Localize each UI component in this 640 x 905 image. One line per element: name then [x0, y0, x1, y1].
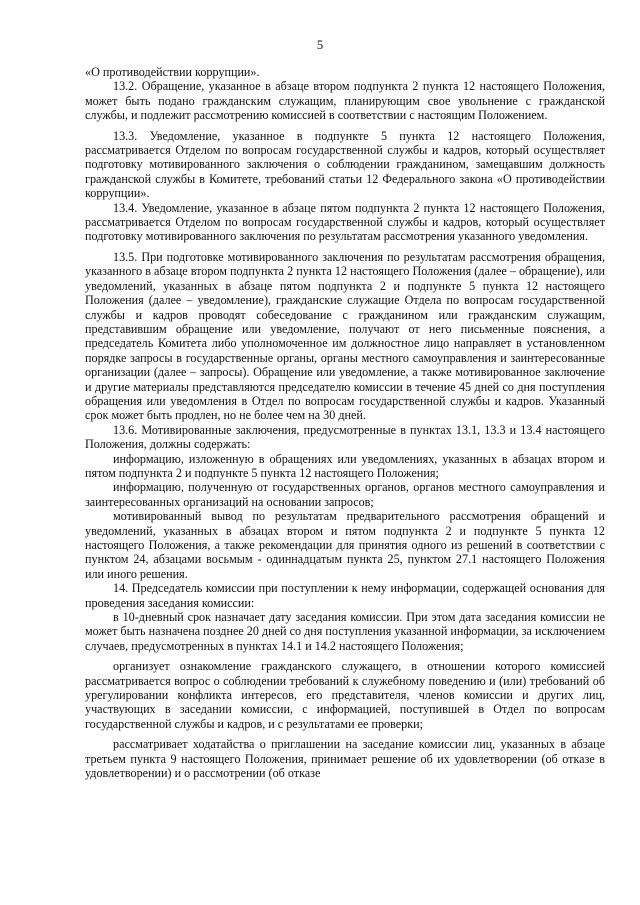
- paragraph-13-3: 13.3. Уведомление, указанное в подпункте 5 пункта 12 настоящего Положения, рассматривается Отделом по вопросам государственной службы и кадров, который осуществляет подготовку мотивированного заключения о соблюдении гражданином, замещавшим должность гражданской службы в Комитете, требований статьи 12 Федерального закона «О противодействии коррупции».: [85, 128, 605, 201]
- document-body: [85, 65, 605, 781]
- paragraph-14: 14. Председатель комиссии при поступлении к нему информации, содержащей основания для проведения заседания комиссии:: [85, 581, 605, 610]
- paragraph-14-item-2: организует ознакомление гражданского служащего, в отношении которого комиссией рассматривается вопрос о соблюдении требований к служебному поведению и (или) требований об урегулировании конфликта интересов, его представителя, членов комиссии и других лиц, участвующих в заседании комиссии, с информацией, поступившей в Отдел по вопросам государственной службы и кадров, и с результатами ее проверки;: [85, 659, 605, 731]
- paragraph-14-item-1: в 10-дневный срок назначает дату заседания комиссии. При этом дата заседания комиссии не может быть назначена позднее 20 дней со дня поступления указанной информации, за исключением случаев, предусмотренных в пунктах 14.1 и 14.2 настоящего Положения;: [85, 610, 605, 653]
- paragraph-13-2: 13.2. Обращение, указанное в абзаце втором подпункта 2 пункта 12 настоящего Положения, может быть подано гражданским служащим, планирующим свое увольнение с гражданской службы, и подлежит рассмотрению комиссией в соответствии с настоящим Положением.: [85, 79, 605, 123]
- paragraph-14-item-3: рассматривает ходатайства о приглашении на заседание комиссии лиц, указанных в абзаце третьем пункта 9 настоящего Положения, принимает решение об их удовлетворении (об отказе в удовлетворении) и о рассмотрении (об отказе: [85, 737, 605, 781]
- page-number: 5: [316, 38, 324, 52]
- paragraph-13-5: 13.5. При подготовке мотивированного заключения по результатам рассмотрения обращения, указанного в абзаце втором подпункта 2 пункта 12 настоящего Положения (далее – обращение), или уведомлений, указанных в абзаце пятом подпункта 2 и подпункте 5 пункта 12 настоящего Положения (далее – уведомление), гражданские служащие Отдела по вопросам государственной службы и кадров проводят собеседование с гражданином или гражданским служащим, представившим обращение или уведомление, получают от него письменные пояснения, а председатель Комитета либо уполномоченное им должностное лицо направляет в установленном порядке запросы в государственные органы, органы местного самоуправления и заинтересованные организации (далее – запросы). Обращение или уведомление, а также мотивированное заключение и другие материалы представляются председателю комиссии в течение 45 дней со дня поступления обращения или уведомления в Отдел по вопросам государственной службы и кадров. Указанный срок может быть продлен, но не более чем на 30 дней.: [85, 249, 605, 423]
- paragraph-law-reference-end: «О противодействии коррупции».: [85, 65, 260, 79]
- paragraph-13-6-item-3: мотивированный вывод по результатам предварительного рассмотрения обращений и уведомлений, указанных в абзацах втором и пятом подпункта 2 и подпункте 5 пункта 12 настоящего Положения, а также рекомендации для принятия одного из решений в соответствии с пунктом 24, абзацами восьмым - одиннадцатым пункта 25, пунктом 27.1 настоящего Положения или иного решения.: [85, 509, 605, 581]
- paragraph-13-4: 13.4. Уведомление, указанное в абзаце пятом подпункта 2 пункта 12 настоящего Положения, рассматривается Отделом по вопросам государственной службы и кадров, который осуществляет подготовку мотивированного заключения по результатам рассмотрения указанного уведомления.: [85, 200, 605, 244]
- paragraph-13-6-item-1: информацию, изложенную в обращениях или уведомлениях, указанных в абзацах втором и пятом подпункта 2 и подпункте 5 пункта 12 настоящего Положения;: [85, 451, 605, 480]
- paragraph-13-6: 13.6. Мотивированные заключения, предусмотренные в пунктах 13.1, 13.3 и 13.4 настоящего Положения, должны содержать:: [85, 422, 605, 452]
- paragraph-13-6-item-2: информацию, полученную от государственных органов, органов местного самоуправления и заинтересованных организаций на основании запросов;: [85, 480, 605, 509]
